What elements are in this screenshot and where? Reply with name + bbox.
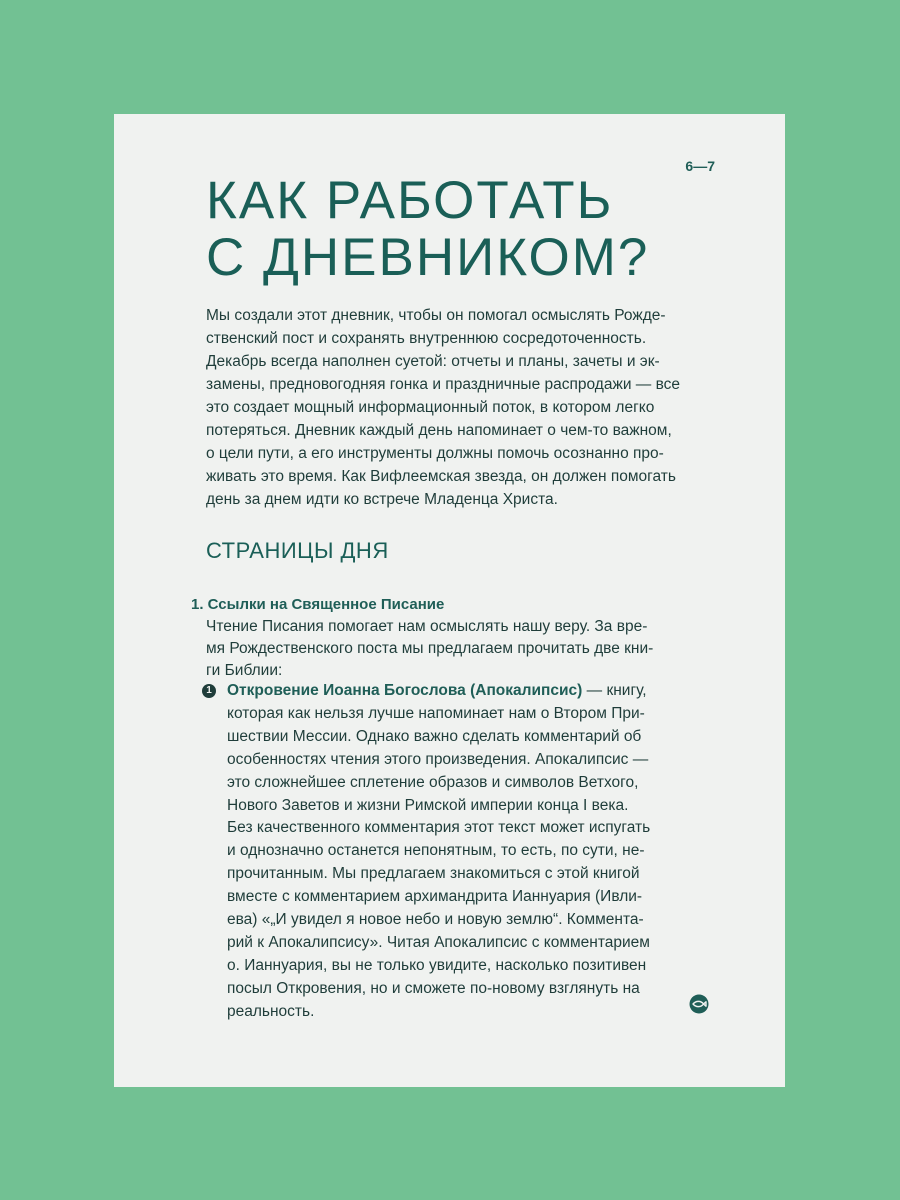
number-badge: 1 [202, 684, 216, 698]
text-line: которая как нельзя лучше напоминает нам о Втором При- [227, 704, 645, 722]
text-line: и однозначно останется непонятным, то есть, по сути, не- [227, 842, 645, 860]
book-title: Откровение Иоанна Богослова (Апокалипсис) [227, 682, 583, 699]
text-line: шествии Мессии. Однако важно сделать комментарий об [227, 727, 642, 745]
page-number: 6—7 [685, 158, 715, 174]
text-line: ги Библии: [206, 662, 283, 679]
section-title: СТРАНИЦЫ ДНЯ [206, 538, 389, 563]
text-line: это сложнейшее сплетение образов и символов Ветхого, [227, 773, 639, 791]
text-line: Без качественного комментария этот текст может испугать [227, 819, 651, 837]
text-line: посыл Откровения, но и сможете по-новому взглянуть на [227, 979, 640, 997]
text-line: Декабрь всегда наполнен суетой: отчеты и планы, зачеты и эк- [206, 353, 660, 370]
text-line: Мы создали этот дневник, чтобы он помогал осмыслять Рожде- [206, 307, 666, 324]
intro-paragraph [206, 304, 716, 511]
item-heading: 1. Ссылки на Священное Писание [191, 596, 445, 613]
text-line: мя Рождественского поста мы предлагаем прочитать две кни- [206, 640, 654, 657]
text-line: день за днем идти ко встрече Младенца Христа. [206, 491, 558, 508]
text-line: прочитанным. Мы предлагаем знакомиться с этой книгой [227, 865, 640, 883]
text-line: Нового Заветов и жизни Римской империи конца I века. [227, 796, 629, 814]
item-body [206, 616, 701, 682]
text-line: ева) «„И увидел я новое небо и новую землю“. Коммента- [227, 911, 644, 929]
text-line: о. Ианнуария, вы не только увидите, насколько позитивен [227, 956, 647, 974]
title-line: С ДНЕВНИКОМ? [206, 228, 650, 287]
text-line: особенностях чтения этого произведения. Апокалипсис — [227, 750, 649, 768]
text-fragment: — книгу, [582, 682, 647, 699]
title-line: КАК РАБОТАТЬ [206, 171, 614, 230]
text-line: потеряться. Дневник каждый день напоминает о чем-то важном, [206, 422, 672, 439]
text-line: Чтение Писания помогает нам осмыслять нашу веру. За вре- [206, 618, 648, 635]
text-line: живать это время. Как Вифлеемская звезда, он должен помогать [206, 468, 676, 485]
text-line [227, 680, 722, 703]
sub-item-text [227, 680, 722, 1024]
text-line: рий к Апокалипсису». Читая Апокалипсис с комментарием [227, 933, 650, 951]
text-line: реальность. [227, 1002, 315, 1020]
fish-icon [689, 994, 709, 1014]
document-page [114, 114, 785, 1087]
text-line: вместе с комментарием архимандрита Ианнуария (Ивли- [227, 888, 643, 906]
text-line: о цели пути, а его инструменты должны помочь осознанно про- [206, 445, 664, 462]
page-title [206, 172, 649, 286]
text-line: это создает мощный информационный поток, в котором легко [206, 399, 655, 416]
text-line: ственский пост и сохранять внутреннюю сосредоточенность. [206, 330, 647, 347]
text-line: замены, предновогодняя гонка и праздничные распродажи — все [206, 376, 681, 393]
